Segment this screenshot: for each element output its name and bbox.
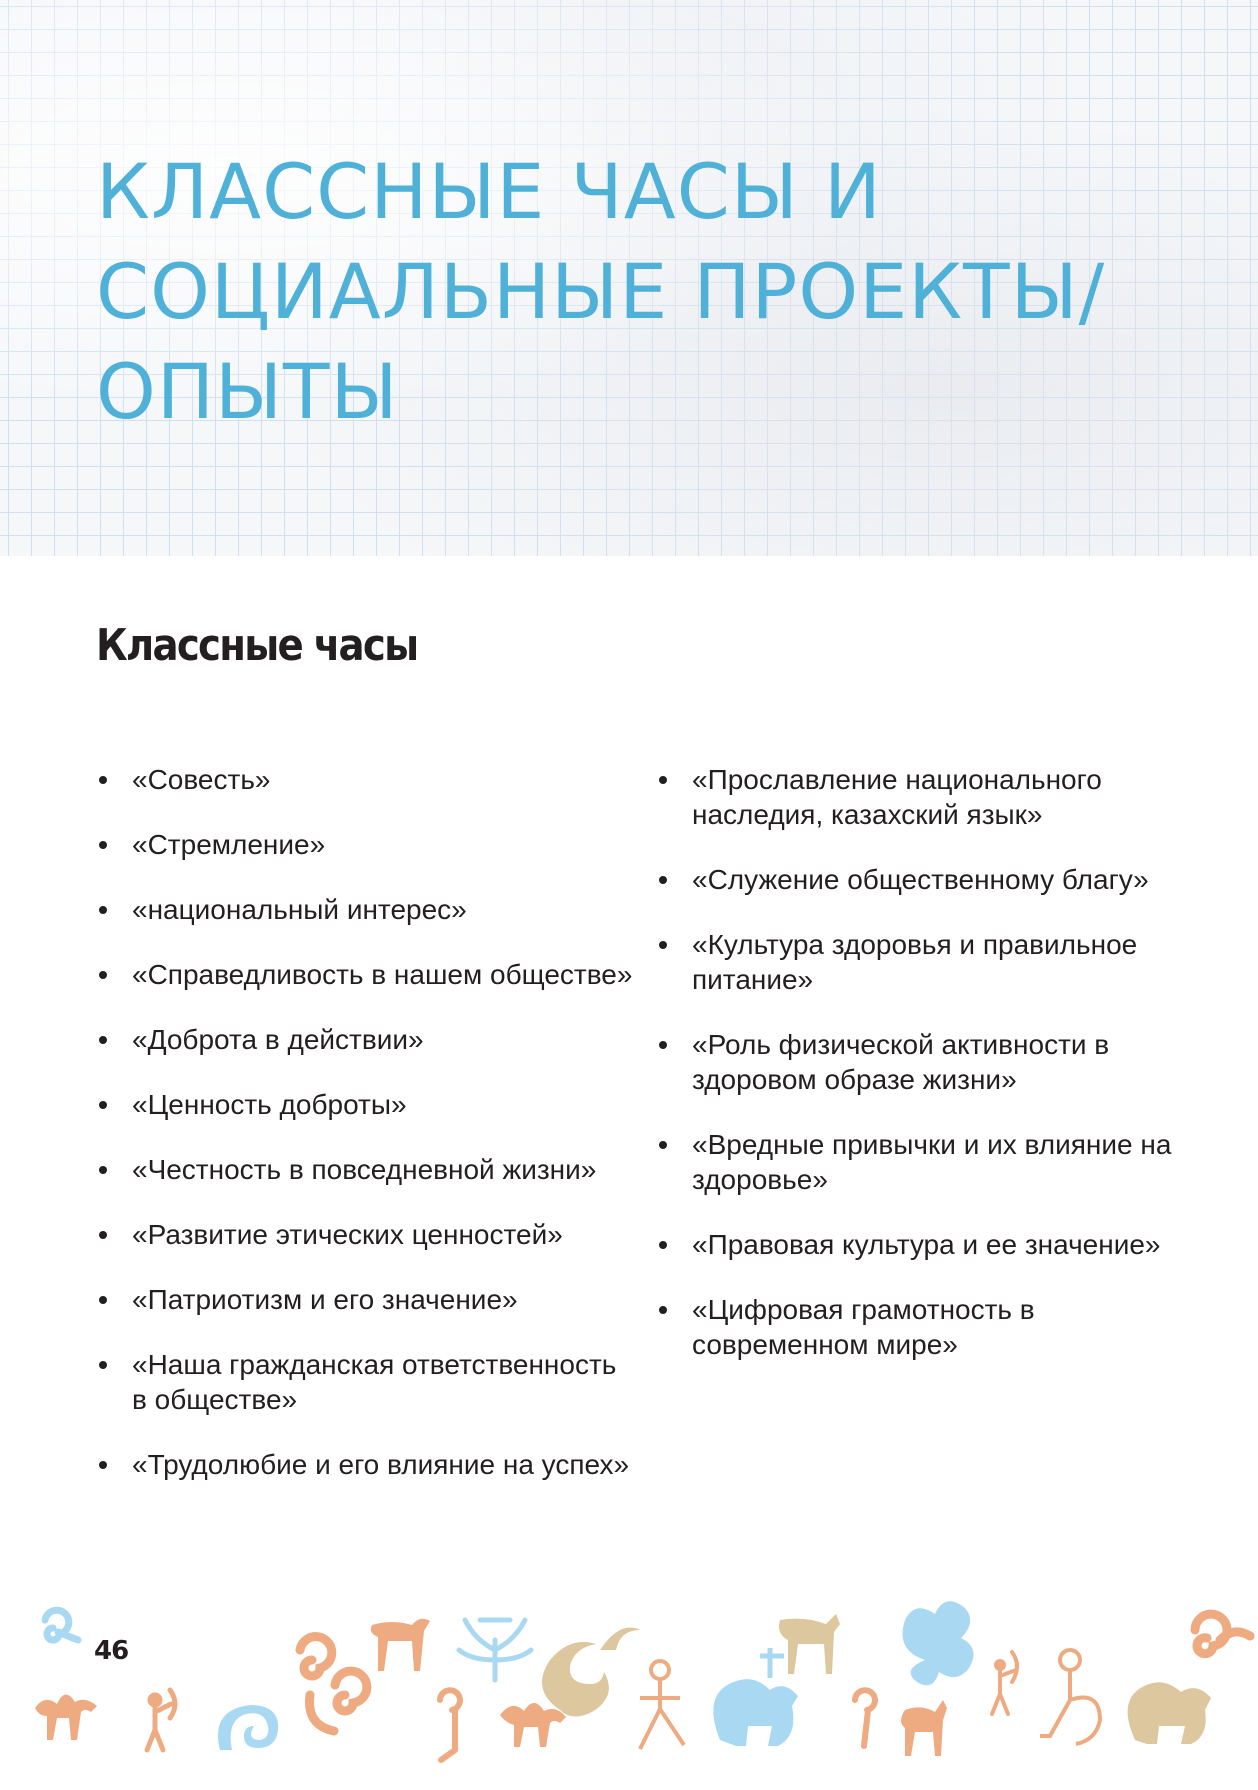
list-item: «Патриотизм и его значение» bbox=[96, 1282, 636, 1317]
page-number: 46 bbox=[94, 1636, 129, 1666]
beige-swirl-icon bbox=[542, 1628, 640, 1717]
spiral-icon bbox=[45, 1610, 78, 1640]
sun-man-icon bbox=[640, 1661, 684, 1749]
tree-icon bbox=[459, 1620, 531, 1680]
page-title bbox=[96, 142, 1216, 442]
list-item: «Совесть» bbox=[96, 762, 636, 797]
list-item: «Правовая культура и ее значение» bbox=[656, 1227, 1196, 1262]
blue-swirl-icon bbox=[218, 1705, 278, 1750]
sun-man-icon bbox=[1040, 1650, 1100, 1744]
petroglyph-ornament-border bbox=[0, 1590, 1258, 1790]
list-item: «Стремление» bbox=[96, 827, 636, 862]
list-item: «Роль физической активности в здоровом образе жизни» bbox=[656, 1027, 1196, 1097]
archer-icon bbox=[147, 1690, 175, 1750]
orange-swirl-icon bbox=[1195, 1614, 1250, 1654]
list-item: «Прославление национального наследия, казахский язык» bbox=[656, 762, 1196, 832]
page-title-line-1: КЛАССНЫЕ ЧАСЫ И bbox=[96, 147, 882, 236]
class-hours-list-left bbox=[96, 762, 636, 1512]
camel-icon bbox=[500, 1703, 566, 1747]
camel-rider-icon bbox=[713, 1648, 798, 1746]
deer-icon bbox=[901, 1700, 947, 1756]
goat-icon bbox=[371, 1619, 430, 1671]
page-title-line-2: СОЦИАЛЬНЫЕ ПРОЕКТЫ/ bbox=[96, 247, 1106, 336]
list-item: «Наша гражданская ответственность в обществе» bbox=[96, 1347, 636, 1417]
section-title: Классные часы bbox=[96, 620, 418, 671]
blue-fleur-icon bbox=[903, 1601, 974, 1685]
page-title-line-3: ОПЫТЫ bbox=[96, 347, 399, 436]
class-hours-list-right bbox=[656, 762, 1196, 1392]
list-item: «национальный интерес» bbox=[96, 892, 636, 927]
grid-paper-header bbox=[0, 0, 1258, 556]
camel-icon bbox=[1128, 1682, 1211, 1744]
archer-icon bbox=[992, 1652, 1017, 1714]
list-item: «Честность в повседневной жизни» bbox=[96, 1152, 636, 1187]
list-item: «Ценность доброты» bbox=[96, 1087, 636, 1122]
list-item: «Развитие этических ценностей» bbox=[96, 1217, 636, 1252]
list-item: «Служение общественному благу» bbox=[656, 862, 1196, 897]
spiral-goat-icon bbox=[440, 1690, 460, 1760]
orange-spiral-icon bbox=[855, 1690, 875, 1746]
list-item: «Цифровая грамотность в современном мире» bbox=[656, 1292, 1196, 1362]
horse-icon bbox=[779, 1614, 840, 1674]
list-item: «Доброта в действии» bbox=[96, 1022, 636, 1057]
orange-spiral-icon bbox=[300, 1637, 367, 1731]
camel-icon bbox=[35, 1694, 97, 1740]
list-item: «Культура здоровья и правильное питание» bbox=[656, 927, 1196, 997]
list-item: «Трудолюбие и его влияние на успех» bbox=[96, 1447, 636, 1482]
list-item: «Вредные привычки и их влияние на здоровье» bbox=[656, 1127, 1196, 1197]
list-item: «Справедливость в нашем обществе» bbox=[96, 957, 636, 992]
